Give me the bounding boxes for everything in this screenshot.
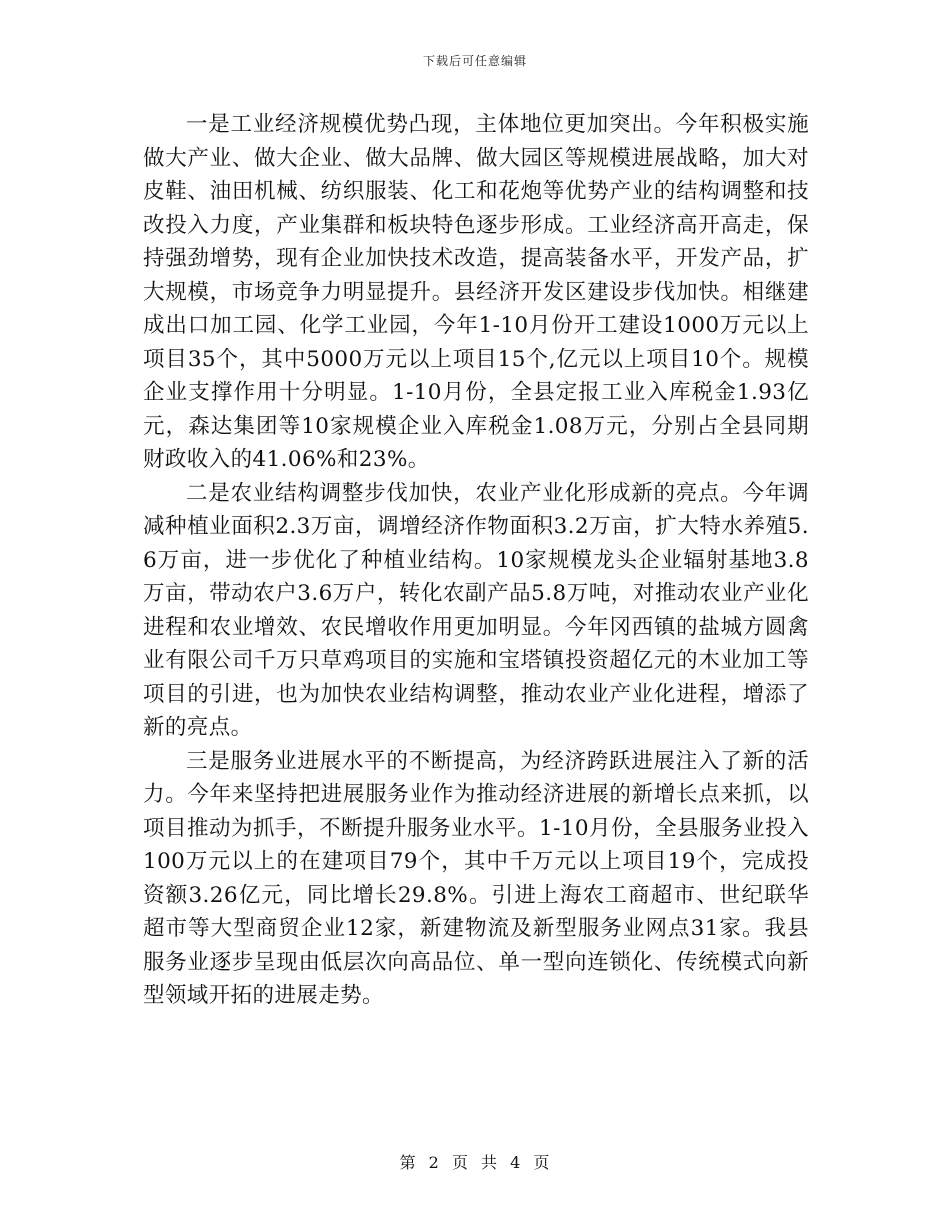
paragraph-industry: 一是工业经济规模优势凸现，主体地位更加突出。今年积极实施做大产业、做大企业、做大品牌、做大园区等规模进展战略，加大对皮鞋、油田机械、纺织服装、化工和花炮等优势产业的结构调整和技改投入力度，产业集群和板块特色逐步形成。工业经济高开高走，保持强劲增势，现有企业加快技术改造，提高装备水平，开发产品，扩大规模，市场竞争力明显提升。县经济开发区建设步伐加快。相继建成出口加工园、化学工业园，今年1-10月份开工建设1000万元以上项目35个，其中5000万元以上项目15个,亿元以上项目10个。规模企业支撑作用十分明显。1-10月份，全县定报工业入库税金1.93亿元，森达集团等10家规模企业入库税金1.08万元，分别占全县同期财政收入的41.06%和23%。: [143, 112, 809, 472]
paragraph-agriculture: 二是农业结构调整步伐加快，农业产业化形成新的亮点。今年调减种植业面积2.3万亩，调增经济作物面积3.2万亩，扩大特水养殖5.6万亩，进一步优化了种植业结构。10家规模龙头企业辐射基地3.8万亩，带动农户3.6万户，转化农副产品5.8万吨，对推动农业产业化进程和农业增效、农民增收作用更加明显。今年冈西镇的盐城方圆禽业有限公司千万只草鸡项目的实施和宝塔镇投资超亿元的木业加工等项目的引进，也为加快农业结构调整，推动农业产业化进程，增添了新的亮点。: [143, 480, 809, 740]
document-body: [143, 108, 809, 1013]
page-footer: 第 2 页 共 4 页: [399, 1153, 551, 1172]
paragraph-services: 三是服务业进展水平的不断提高，为经济跨跃进展注入了新的活力。今年来坚持把进展服务业作为推动经济进展的新增长点来抓，以项目推动为抓手，不断提升服务业水平。1-10月份，全县服务业投入100万元以上的在建项目79个，其中千万元以上项目19个，完成投资额3.26亿元，同比增长29.8%。引进上海农工商超市、世纪联华超市等大型商贸企业12家，新建物流及新型服务业网点31家。我县服务业逐步呈现由低层次向高品位、单一型向连锁化、传统模式向新型领域开拓的进展走势。: [143, 748, 809, 1008]
page-header: 下载后可任意编辑: [422, 54, 527, 68]
